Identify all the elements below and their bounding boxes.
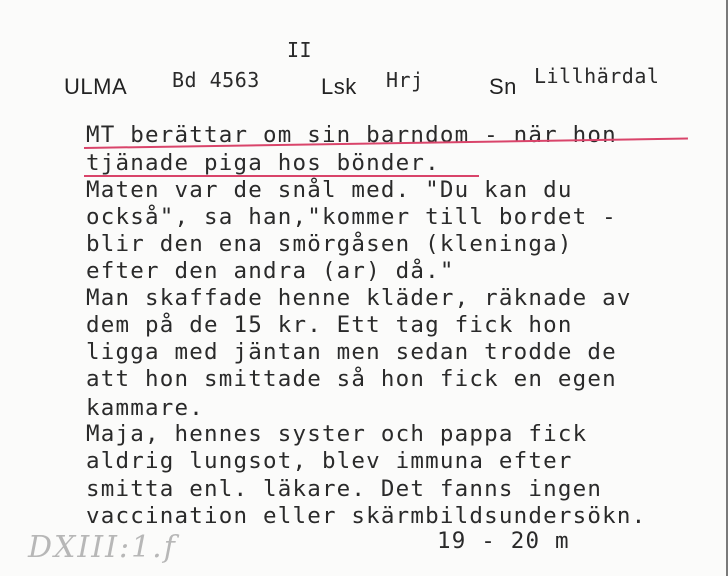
text-line-10: att hon smittade så hon fick en egen (86, 366, 617, 392)
page-range: 19 - 20 m (437, 528, 570, 554)
socken-label: Sn (489, 74, 517, 99)
text-line-6: efter den andra (ar) då." (86, 258, 455, 284)
text-line-4: också", sa han,"kommer till bordet - (86, 204, 617, 230)
text-line-8: dem på de 15 kr. Ett tag fick hon (86, 312, 573, 338)
roman-numeral: II (287, 38, 313, 62)
text-line-12: Maja, hennes syster och pappa fick (86, 421, 588, 447)
text-line-9: ligga med jäntan men sedan trodde de (86, 339, 617, 365)
archive-code: ULMA (64, 74, 128, 99)
text-line-5: blir den ena smörgåsen (kleninga) (86, 231, 573, 257)
text-line-11: kammare. (86, 395, 204, 421)
text-line-1: MT berättar om sin barndom - när hon (86, 122, 617, 148)
text-line-15: vaccination eller skärmbildsundersökn. (86, 503, 647, 529)
text-line-14: smitta enl. läkare. Det fanns ingen (86, 476, 603, 502)
landskap-value: Hrj (386, 68, 424, 92)
text-line-2: tjänade piga hos bönder. (86, 150, 440, 176)
socken-value: Lillhärdal (534, 64, 660, 88)
text-line-7: Man skaffade henne kläder, räknade av (86, 285, 632, 311)
handwritten-shelfmark: DXIII:1.f (28, 530, 177, 565)
text-line-13: aldrig lungsot, blev immuna efter (86, 448, 573, 474)
record-number: Bd 4563 (172, 68, 260, 92)
landskap-label: Lsk (321, 74, 357, 99)
text-line-3: Maten var de snål med. "Du kan du (86, 177, 573, 203)
